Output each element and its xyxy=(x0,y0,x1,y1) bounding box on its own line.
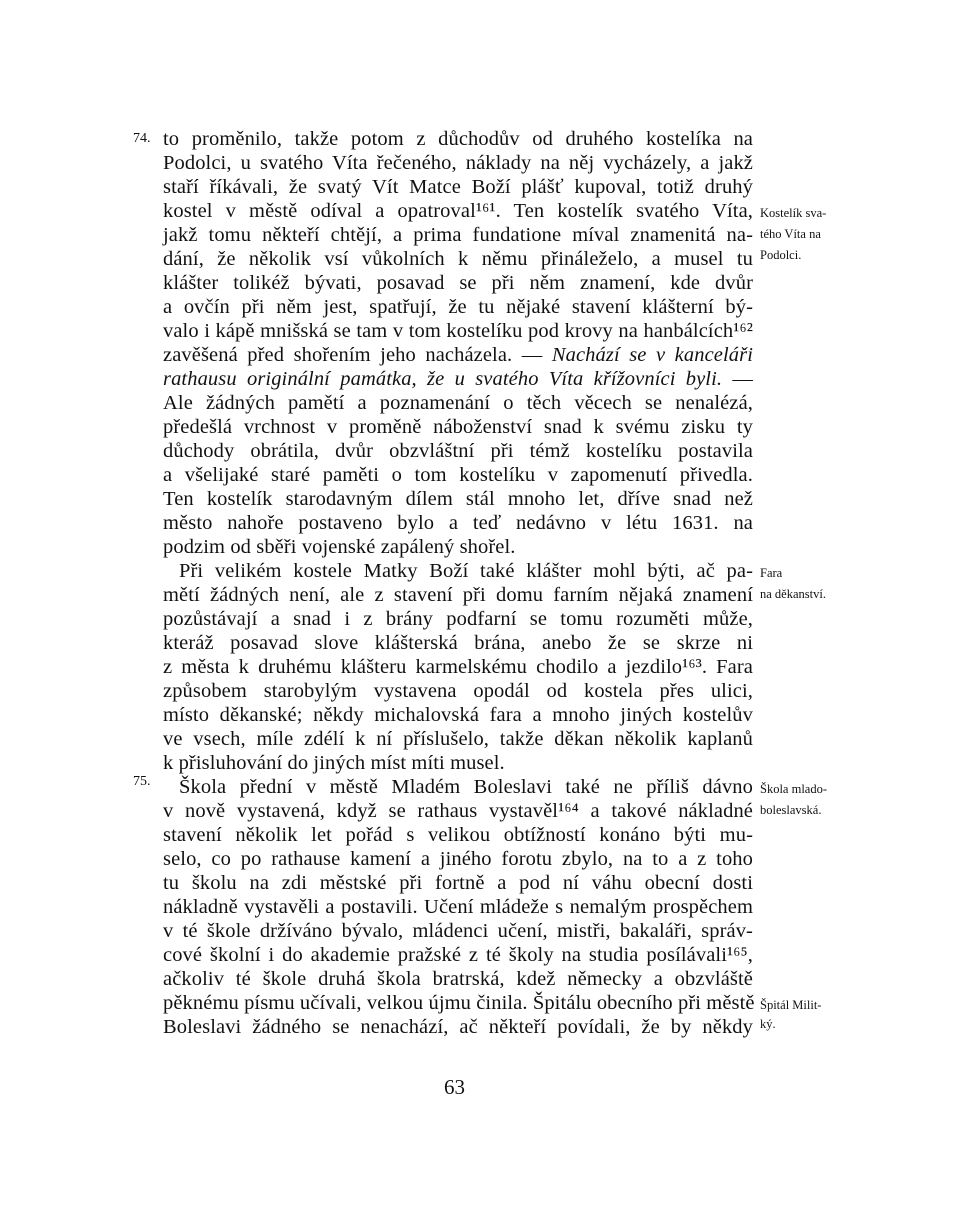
text-line: valo i kápě mnišská se tam v tom kostelíku pod krovy na hanbálcích¹⁶² xyxy=(163,320,753,342)
text-line: a ovčín při něm jest, spatřují, že tu nějaké stavení klášterní bý- xyxy=(163,296,753,318)
text-line: selo, co po rathause kamení a jiného forotu zbylo, na to a z toho xyxy=(163,848,753,870)
text-line: způsobem starobylým vystavena opodál od kostela přes ulici, xyxy=(163,680,753,702)
text-line: důchody obrátila, dvůr obzvláštní při témž kostelíku postavila xyxy=(163,440,753,462)
margin-note: Podolci. xyxy=(760,248,802,262)
text-line: rathausu originální památka, že u svatého Víta křížovníci byli. — xyxy=(163,368,753,390)
text-line: předešlá vrchnost v proměně náboženství snad k svému zisku ty xyxy=(163,416,753,438)
margin-note: Fara xyxy=(760,566,783,580)
text-line: kteráž posavad slove klášterská brána, anebo že se skrze ni xyxy=(163,632,753,654)
margin-note: Kostelík sva- xyxy=(760,206,827,220)
text-line: ve vsech, míle zdélí k ní příslušelo, takže děkan několik kaplanů xyxy=(163,728,753,750)
margin-note: Špitál Milit- xyxy=(760,998,822,1012)
text-line: Boleslavi žádného se nenachází, ač někteří povídali, že by někdy xyxy=(163,1016,753,1038)
text-line: z města k druhému klášteru karmelskému chodilo a jezdilo¹⁶³. Fara xyxy=(163,656,753,678)
section-marker: 74. xyxy=(133,131,151,146)
text-line: podzim od sběři vojenské zapálený shořel. xyxy=(163,536,516,558)
text-line: ačkoliv té škole druhá škola bratrská, kdež německy a obzvláště xyxy=(163,968,753,990)
text-line: mětí žádných není, ale z stavení při domu farním nějaká znamení xyxy=(163,584,753,606)
text-line xyxy=(163,343,753,367)
text-line: pozůstávají a snad i z brány podfarní se tomu rozuměti může, xyxy=(163,608,753,630)
text-line: cové školní i do akademie pražské z té školy na studia posílávali¹⁶⁵, xyxy=(163,944,753,966)
text-line: klášter tolikéž bývati, posavad se při něm znamení, kde dvůr xyxy=(163,272,753,294)
text-line: kostel v městě odíval a opatroval¹⁶¹. Ten kostelík svatého Víta, xyxy=(163,200,753,222)
text-line: dání, že několik vsí vůkolních k němu přináleželo, a musel tu xyxy=(163,248,753,270)
text-line: v nově vystavená, když se rathaus vystavěl¹⁶⁴ a takové nákladné xyxy=(163,800,753,822)
page-number: 63 xyxy=(444,1075,465,1099)
text-line: místo děkanské; někdy michalovská fara a mnoho jiných kostelův xyxy=(163,704,753,726)
text-line: Podolci, u svatého Víta řečeného, náklady na něj vycházely, a jakž xyxy=(163,152,753,174)
text-line: tu školu na zdi městské při fortně a pod ní váhu obecní dosti xyxy=(163,872,753,894)
margin-note: na děkanství. xyxy=(760,587,826,601)
text-line: Škola přední v městě Mladém Boleslavi také ne příliš dávno xyxy=(179,776,753,798)
text-line: k přisluhování do jiných míst míti musel. xyxy=(163,752,505,774)
section-marker: 75. xyxy=(133,774,151,789)
italic-line: rathausu originální památka, že u svatého Víta křížovníci byli. xyxy=(163,368,723,390)
text-line: a všelijaké staré paměti o tom kostelíku v zapomenutí přivedla. xyxy=(163,464,753,486)
text-line: Ale žádných pamětí a poznamenání o těch věcech se nenalézá, xyxy=(163,392,753,414)
text-fragment: zavěšená před shořením jeho nacházela. — xyxy=(163,344,552,366)
italic-fragment: Nachází se v kanceláři xyxy=(551,344,753,366)
margin-note: ký. xyxy=(760,1017,776,1031)
text-line: město nahoře postaveno bylo a teď nedávno v létu 1631. na xyxy=(163,512,753,534)
text-line: Ten kostelík starodavným dílem stál mnoho let, dříve snad než xyxy=(163,488,753,510)
text-line: v té škole držíváno bývalo, mládenci učení, mistři, bakaláři, správ- xyxy=(163,920,753,942)
margin-note: boleslavská. xyxy=(760,803,822,817)
text-line: jakž tomu někteří chtějí, a prima fundatione míval znamenitá na- xyxy=(163,224,753,246)
text-line: Při velikém kostele Matky Boží také klášter mohl býti, ač pa- xyxy=(179,560,753,582)
text-line: staří říkávali, že svatý Vít Matce Boží plášť kupoval, totiž druhý xyxy=(163,176,753,198)
margin-note: tého Víta na xyxy=(760,227,821,241)
text-line: nákladně vystavěli a postavili. Učení mládeže s nemalým prospěchem xyxy=(163,896,753,918)
text-line: to proměnilo, takže potom z důchodův od druhého kostelíka na xyxy=(163,128,753,150)
margin-note: Škola mlado- xyxy=(760,782,828,796)
text-line: stavení několik let pořád s velikou obtížností konáno býti mu- xyxy=(163,824,753,846)
text-line: pěknému písmu učívali, velkou újmu činila. Špitálu obecního při městě xyxy=(163,992,755,1014)
